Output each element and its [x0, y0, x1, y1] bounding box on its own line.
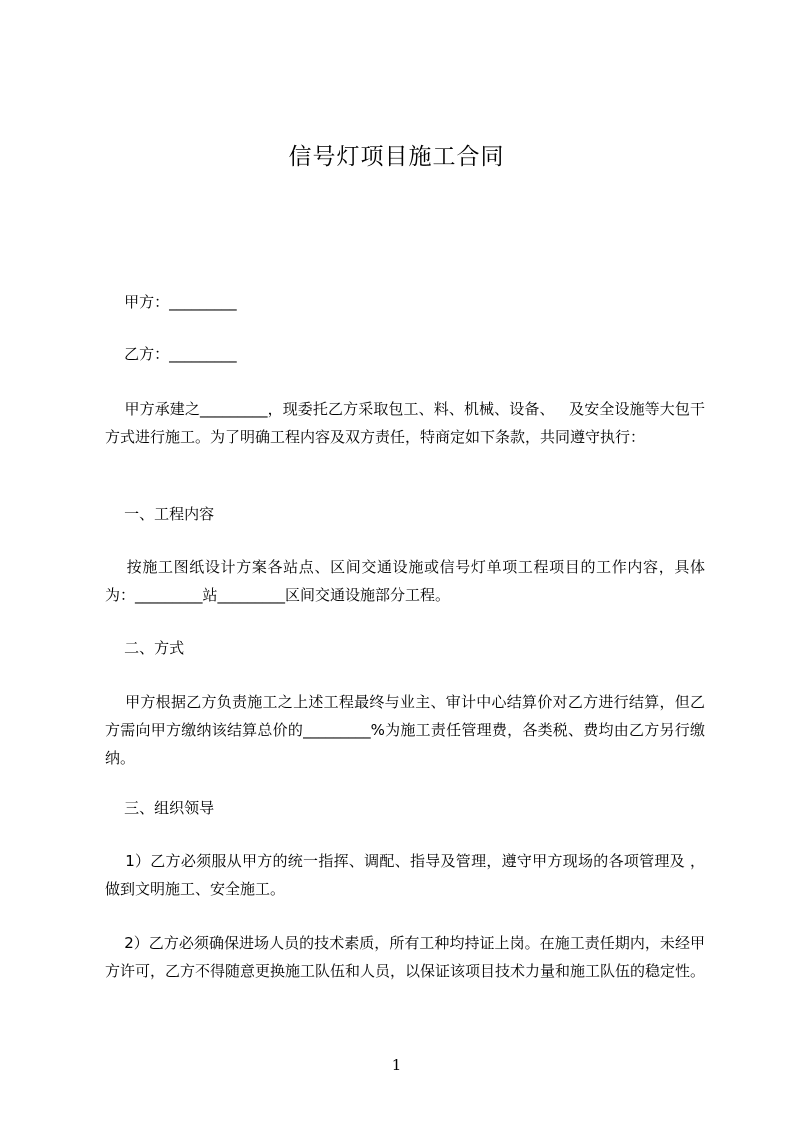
section-1-body: 按施工图纸设计方案各站点、区间交通设施或信号灯单项工程项目的工作内容，具体为：_________站_________区间交通设施部分工程。	[105, 558, 705, 604]
section-3-item-1: 1）乙方必须服从甲方的统一指挥、调配、指导及管理，遵守甲方现场的各项管理及 ，做到文明施工、安全施工。	[105, 852, 705, 898]
section-2-body: 甲方根据乙方负责施工之上述工程最终与业主、审计中心结算价对乙方进行结算，但乙方需向甲方缴纳该结算总价的_________%为施工责任管理费，各类税、费均由乙方另行缴纳。	[105, 693, 705, 767]
page-number: 1	[391, 1056, 402, 1074]
section-1-heading: 一、工程内容	[105, 505, 215, 523]
section-3-heading: 三、组织领导	[105, 799, 215, 817]
section-3-item-2: 2）乙方必须确保进场人员的技术素质，所有工种均持证上岗。在施工责任期内，未经甲方许可，乙方不得随意更换施工队伍和人员，以保证该项目技术力量和施工队伍的稳定性。	[105, 934, 706, 980]
intro-paragraph: 甲方承建之_________，现委托乙方采取包工、料、机械、设备、 及安全设施等大包干方式进行施工。为了明确工程内容及双方责任，特商定如下条款，共同遵守执行：	[105, 400, 705, 446]
party-a-line: 甲方：_________	[105, 293, 237, 311]
section-2-heading: 二、方式	[105, 639, 185, 657]
party-b-line: 乙方：_________	[105, 345, 237, 363]
contract-title: 信号灯项目施工合同	[288, 144, 505, 170]
